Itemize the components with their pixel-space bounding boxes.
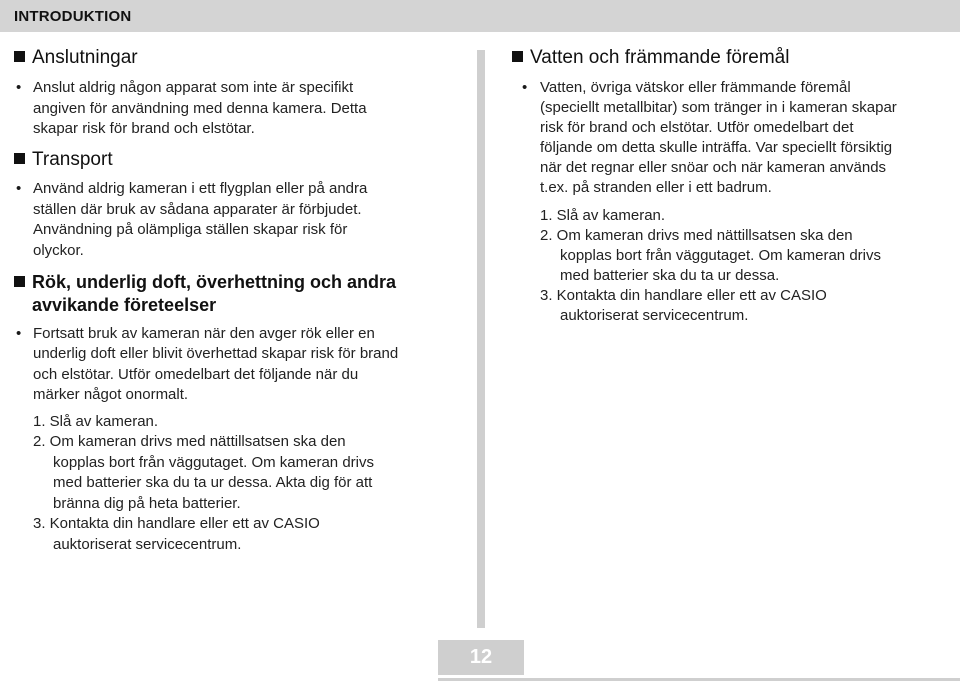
text-line: underlig doft eller blivit överhettad skapar risk för brand — [33, 345, 399, 362]
step-line: kopplas bort från väggutaget. Om kameran drivs — [53, 454, 374, 471]
bullet-icon: • — [16, 180, 22, 197]
text-line: Anslut aldrig någon apparat som inte är specifikt — [33, 79, 354, 96]
text-line: ställen där bruk av sådana apparater är förbjudet. — [33, 201, 362, 218]
text-line: följande om detta skulle inträffa. Var speciellt försiktig — [540, 139, 893, 156]
step-line: med batterier ska du ta ur dessa. — [560, 267, 780, 284]
section-title-text: Transport — [32, 149, 113, 170]
column-divider — [477, 50, 485, 628]
text-line: Fortsatt bruk av kameran när den avger rök eller en — [33, 325, 375, 342]
section-title-text: Rök, underlig doft, överhettning och andra — [32, 272, 397, 292]
text-line: Användning på olämpliga ställen skapar risk för — [33, 221, 348, 238]
step-line: auktoriserat servicecentrum. — [53, 536, 242, 553]
section-title-text: Vatten och främmande föremål — [530, 47, 790, 68]
step-line: bränna dig på heta batterier. — [53, 495, 241, 512]
section-title-rok — [14, 270, 396, 294]
step-line: 3. Kontakta din handlare eller ett av CASIO — [540, 287, 827, 304]
section-title-vatten — [512, 46, 789, 70]
step-line: 1. Slå av kameran. — [33, 413, 159, 430]
square-bullet-icon — [512, 51, 523, 62]
text-line: angiven för användning med denna kamera. Detta — [33, 100, 367, 117]
step-line: 3. Kontakta din handlare eller ett av CASIO — [33, 515, 320, 532]
text-line: och elstötar. Utför omedelbart det följande när du — [33, 366, 359, 383]
step-line: 2. Om kameran drivs med nättillsatsen ska den — [33, 433, 346, 450]
step-line: 2. Om kameran drivs med nättillsatsen ska den — [540, 227, 853, 244]
square-bullet-icon — [14, 153, 25, 164]
text-line: märker något onormalt. — [33, 386, 189, 403]
header-bar — [0, 0, 960, 32]
text-line: risk för brand och elstötar. Utför omedelbart det — [540, 119, 854, 136]
page-number: 12 — [438, 640, 524, 675]
text-line: Använd aldrig kameran i ett flygplan eller på andra — [33, 180, 368, 197]
step-line: kopplas bort från väggutaget. Om kameran drivs — [560, 247, 881, 264]
step-line: 1. Slå av kameran. — [540, 207, 666, 224]
square-bullet-icon — [14, 51, 25, 62]
section-title-rok-line2: avvikande företeelser — [32, 295, 217, 315]
bullet-icon: • — [16, 325, 22, 342]
bullet-icon: • — [522, 79, 528, 96]
footer-rule — [438, 678, 960, 681]
text-line: t.ex. på stranden eller i ett badrum. — [540, 179, 772, 196]
text-line: skapar risk för brand och elstötar. — [33, 120, 255, 137]
section-title-anslutningar — [14, 46, 138, 70]
text-line: Vatten, övriga vätskor eller främmande föremål — [540, 79, 851, 96]
text-line: (speciellt metallbitar) som tränger in i kameran skapar — [540, 99, 897, 116]
step-line: med batterier ska du ta ur dessa. Akta dig för att — [53, 474, 373, 491]
section-title-text: Anslutningar — [32, 47, 138, 68]
section-title-transport — [14, 148, 113, 172]
text-line: olyckor. — [33, 242, 84, 259]
header-title: INTRODUKTION — [14, 8, 132, 25]
text-line: när det regnar eller snöar och när kameran används — [540, 159, 887, 176]
bullet-icon: • — [16, 79, 22, 96]
step-line: auktoriserat servicecentrum. — [560, 307, 749, 324]
square-bullet-icon — [14, 276, 25, 287]
